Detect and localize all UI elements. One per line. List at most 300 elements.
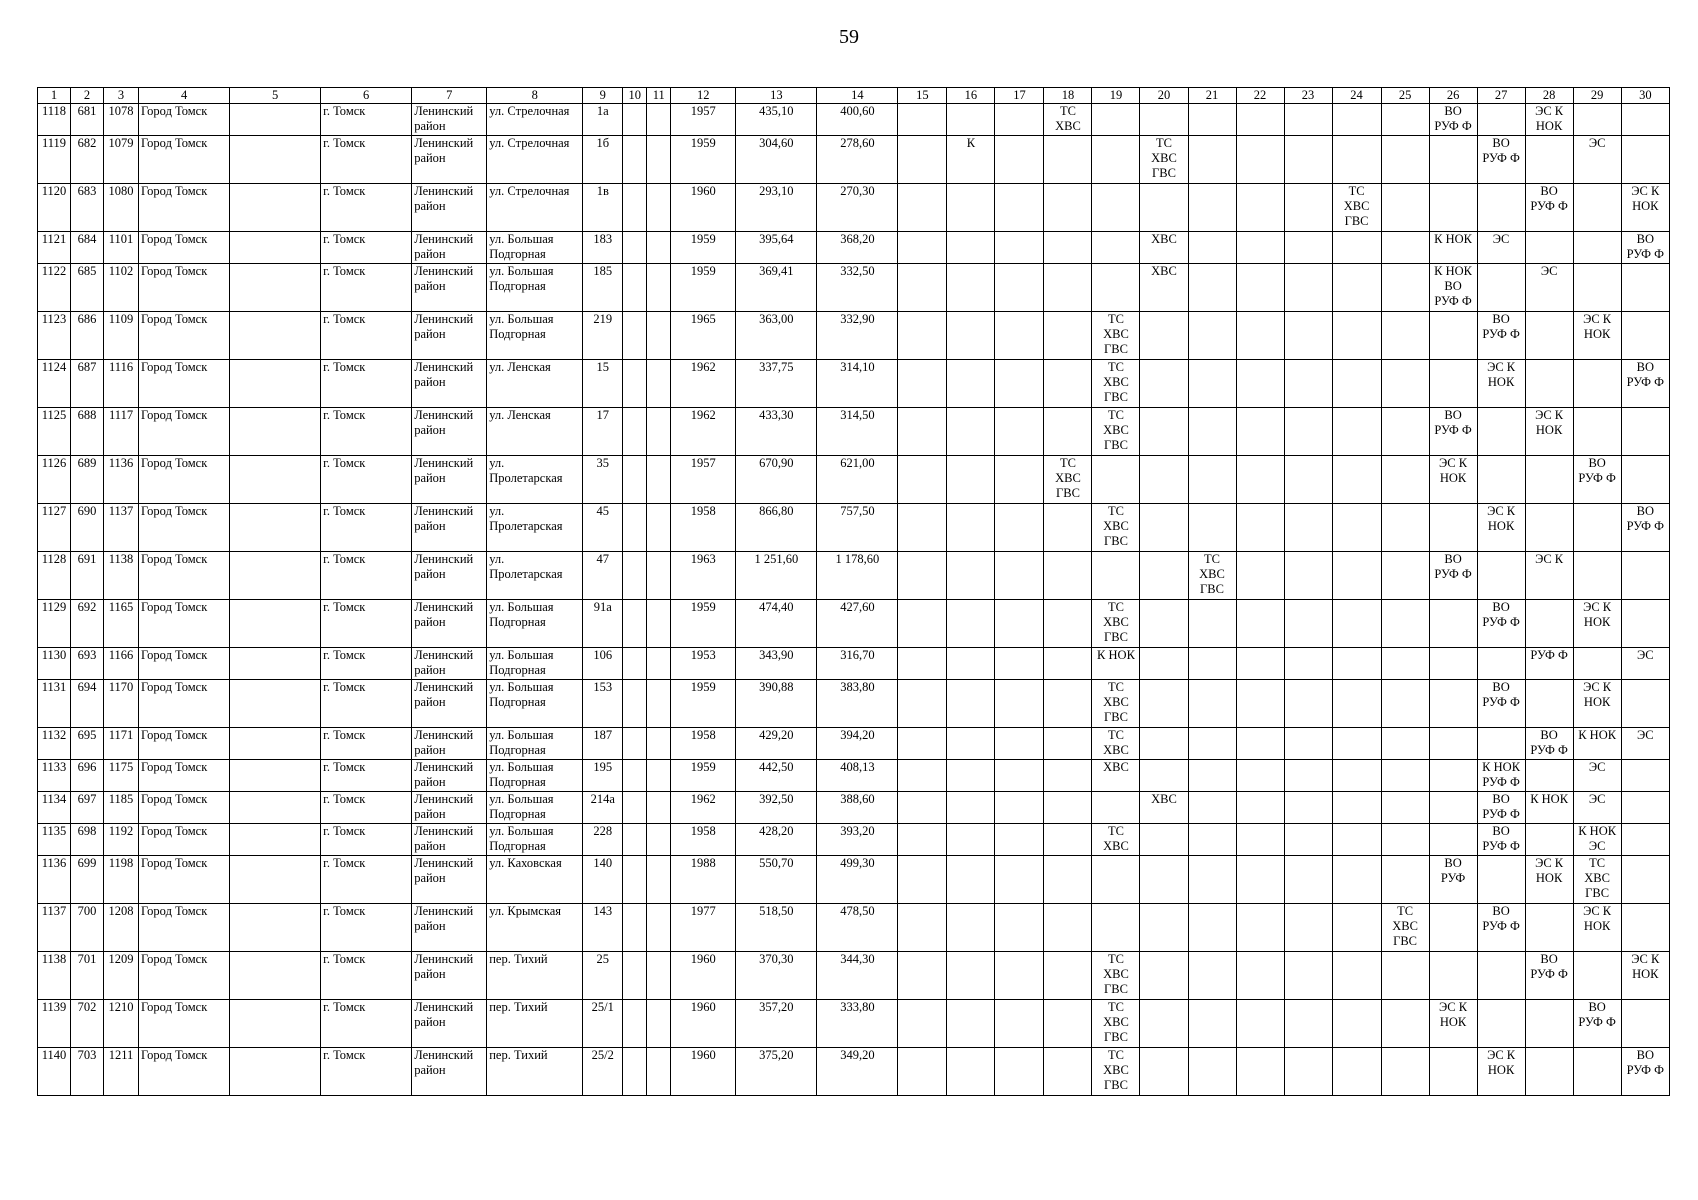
table-cell (1429, 184, 1477, 232)
table-cell: 1080 (104, 184, 139, 232)
table-cell: 1958 (671, 728, 736, 760)
table-cell (1381, 760, 1429, 792)
table-cell: ЭС (1573, 136, 1621, 184)
table-cell (947, 1000, 995, 1048)
table-cell (623, 648, 647, 680)
table-cell (947, 312, 995, 360)
table-cell (1284, 552, 1332, 600)
table-cell: ЭС К НОК (1573, 600, 1621, 648)
table-cell: Ленинский район (412, 1048, 487, 1096)
table-cell (230, 1000, 321, 1048)
table-cell: 106 (583, 648, 623, 680)
table-row (38, 136, 1670, 184)
table-cell: ЭС (1525, 264, 1573, 312)
table-cell: 697 (71, 792, 104, 824)
column-header: 10 (623, 88, 647, 104)
table-cell (1332, 312, 1381, 360)
table-cell: 363,00 (736, 312, 817, 360)
table-cell (1284, 856, 1332, 904)
table-cell: 1138 (38, 952, 71, 1000)
table-cell (623, 456, 647, 504)
table-cell: Ленинский район (412, 504, 487, 552)
table-cell: 1960 (671, 952, 736, 1000)
table-cell: ул. Каховская (487, 856, 583, 904)
table-cell: ТС ХВС ГВС (1381, 904, 1429, 952)
table-cell: 478,50 (817, 904, 898, 952)
table-cell: 394,20 (817, 728, 898, 760)
table-cell: 1131 (38, 680, 71, 728)
table-cell: Ленинский район (412, 904, 487, 952)
table-cell: 688 (71, 408, 104, 456)
table-cell: 47 (583, 552, 623, 600)
table-cell: 1118 (38, 104, 71, 136)
table-cell (1092, 136, 1140, 184)
table-cell: 349,20 (817, 1048, 898, 1096)
table-cell (623, 600, 647, 648)
table-cell (647, 232, 671, 264)
table-cell (647, 184, 671, 232)
table-cell (898, 360, 947, 408)
column-header: 7 (412, 88, 487, 104)
table-cell: 1119 (38, 136, 71, 184)
table-cell (1381, 552, 1429, 600)
table-cell: г. Томск (321, 904, 412, 952)
table-cell (1525, 136, 1573, 184)
column-header: 5 (230, 88, 321, 104)
column-header: 24 (1332, 88, 1381, 104)
table-cell (1044, 408, 1092, 456)
table-cell: ВО РУФ Ф (1429, 552, 1477, 600)
table-cell (1477, 728, 1525, 760)
table-cell (1525, 1000, 1573, 1048)
table-cell (1381, 728, 1429, 760)
table-cell (995, 952, 1044, 1000)
table-cell: Город Томск (139, 232, 230, 264)
table-cell: Город Томск (139, 104, 230, 136)
table-cell: К НОК РУФ Ф (1477, 760, 1525, 792)
table-cell: 1960 (671, 1000, 736, 1048)
table-cell: Ленинский район (412, 184, 487, 232)
table-cell (1381, 456, 1429, 504)
table-cell: 1133 (38, 760, 71, 792)
table-cell: 25/1 (583, 1000, 623, 1048)
table-cell: 392,50 (736, 792, 817, 824)
table-cell (1236, 600, 1284, 648)
column-header: 27 (1477, 88, 1525, 104)
table-cell: ТС ХВС ГВС (1092, 600, 1140, 648)
table-cell (1236, 408, 1284, 456)
table-cell (1621, 824, 1669, 856)
table-cell: К НОК (1525, 792, 1573, 824)
table-cell (647, 504, 671, 552)
table-cell (1236, 952, 1284, 1000)
table-cell: 270,30 (817, 184, 898, 232)
table-cell: ул. Большая Подгорная (487, 648, 583, 680)
table-cell: 692 (71, 600, 104, 648)
table-cell: Город Томск (139, 184, 230, 232)
table-cell: г. Томск (321, 232, 412, 264)
table-cell (623, 680, 647, 728)
table-cell (995, 264, 1044, 312)
table-cell: ЭС К НОК (1429, 456, 1477, 504)
table-cell (1477, 952, 1525, 1000)
table-cell: 685 (71, 264, 104, 312)
table-cell (947, 680, 995, 728)
table-cell: 1102 (104, 264, 139, 312)
table-cell (1332, 680, 1381, 728)
table-cell: 35 (583, 456, 623, 504)
table-cell (995, 456, 1044, 504)
table-cell (647, 360, 671, 408)
table-cell: 684 (71, 232, 104, 264)
table-cell: ул. Большая Подгорная (487, 792, 583, 824)
table-cell (623, 552, 647, 600)
table-cell: ВО РУФ Ф (1525, 728, 1573, 760)
table-cell (1188, 952, 1236, 1000)
table-cell (1284, 312, 1332, 360)
table-cell: Город Томск (139, 904, 230, 952)
table-cell (1525, 232, 1573, 264)
table-cell (1236, 456, 1284, 504)
table-cell (1284, 760, 1332, 792)
table-cell: 1 178,60 (817, 552, 898, 600)
table-cell: 314,10 (817, 360, 898, 408)
table-cell: 1122 (38, 264, 71, 312)
table-cell (1236, 904, 1284, 952)
table-cell: 1124 (38, 360, 71, 408)
table-cell: 1117 (104, 408, 139, 456)
table-cell (623, 952, 647, 1000)
table-cell: 683 (71, 184, 104, 232)
table-cell (1381, 680, 1429, 728)
table-cell: ХВС (1140, 264, 1188, 312)
table-cell (1188, 680, 1236, 728)
column-header: 12 (671, 88, 736, 104)
table-cell: 499,30 (817, 856, 898, 904)
table-cell (1525, 760, 1573, 792)
table-cell (623, 232, 647, 264)
table-cell (1236, 184, 1284, 232)
table-cell (1092, 104, 1140, 136)
table-cell (1621, 264, 1669, 312)
table-cell: ЭС К НОК (1573, 312, 1621, 360)
table-cell (647, 952, 671, 1000)
table-cell: 17 (583, 408, 623, 456)
table-cell (623, 1048, 647, 1096)
table-cell (647, 312, 671, 360)
table-cell: ЭС К НОК (1525, 856, 1573, 904)
table-cell (1188, 312, 1236, 360)
table-cell (647, 136, 671, 184)
table-cell (1284, 952, 1332, 1000)
table-cell (1381, 264, 1429, 312)
table-cell (898, 312, 947, 360)
table-cell: г. Томск (321, 792, 412, 824)
table-cell (1332, 552, 1381, 600)
table-cell (647, 824, 671, 856)
table-cell: 1963 (671, 552, 736, 600)
table-cell: ВО РУФ Ф (1477, 136, 1525, 184)
table-cell (947, 856, 995, 904)
table-cell (1621, 856, 1669, 904)
table-row (38, 504, 1670, 552)
table-cell (1381, 648, 1429, 680)
table-cell: 1129 (38, 600, 71, 648)
table-cell: 1962 (671, 408, 736, 456)
table-cell: 1953 (671, 648, 736, 680)
table-cell: ул. Ленская (487, 408, 583, 456)
table-row (38, 728, 1670, 760)
table-cell (647, 408, 671, 456)
table-cell (1140, 648, 1188, 680)
table-cell (1477, 856, 1525, 904)
table-cell: 1а (583, 104, 623, 136)
table-cell: 1170 (104, 680, 139, 728)
table-cell (1092, 552, 1140, 600)
table-cell: 670,90 (736, 456, 817, 504)
column-header: 16 (947, 88, 995, 104)
table-cell (1429, 728, 1477, 760)
table-cell (1140, 504, 1188, 552)
table-cell: ВО РУФ Ф (1477, 904, 1525, 952)
page-number: 59 (839, 26, 859, 48)
table-cell: 1 251,60 (736, 552, 817, 600)
table-cell (623, 264, 647, 312)
table-cell: ТС ХВС (1092, 824, 1140, 856)
table-cell (1525, 1048, 1573, 1096)
table-cell (1332, 728, 1381, 760)
table-cell: 1127 (38, 504, 71, 552)
table-cell (1332, 1000, 1381, 1048)
table-cell: 368,20 (817, 232, 898, 264)
table-cell: Город Томск (139, 552, 230, 600)
table-cell (1381, 104, 1429, 136)
table-cell (1332, 504, 1381, 552)
table-cell (1573, 104, 1621, 136)
table-cell: ул. Большая Подгорная (487, 680, 583, 728)
table-cell (1381, 360, 1429, 408)
table-cell (1621, 792, 1669, 824)
table-cell: 375,20 (736, 1048, 817, 1096)
column-header: 9 (583, 88, 623, 104)
table-cell (623, 504, 647, 552)
table-cell: 1139 (38, 1000, 71, 1048)
table-cell: г. Томск (321, 1000, 412, 1048)
table-cell: 1210 (104, 1000, 139, 1048)
table-cell: 1960 (671, 1048, 736, 1096)
table-cell (623, 792, 647, 824)
table-cell (1188, 600, 1236, 648)
table-cell: Город Томск (139, 1000, 230, 1048)
table-cell: 332,90 (817, 312, 898, 360)
table-cell (647, 264, 671, 312)
table-cell: ТС ХВС ГВС (1092, 952, 1140, 1000)
table-cell (1236, 1000, 1284, 1048)
table-cell (947, 648, 995, 680)
table-cell (1284, 264, 1332, 312)
table-cell (623, 728, 647, 760)
table-cell: 219 (583, 312, 623, 360)
table-cell: 1962 (671, 792, 736, 824)
table-cell: 314,50 (817, 408, 898, 456)
table-cell (1429, 136, 1477, 184)
table-cell (623, 312, 647, 360)
table-cell: ул. Стрелочная (487, 136, 583, 184)
table-cell (1621, 104, 1669, 136)
table-cell (623, 856, 647, 904)
table-cell (623, 824, 647, 856)
table-cell: г. Томск (321, 856, 412, 904)
table-cell: 428,20 (736, 824, 817, 856)
table-cell: 337,75 (736, 360, 817, 408)
table-cell (1621, 680, 1669, 728)
table-cell: Ленинский район (412, 824, 487, 856)
column-header: 2 (71, 88, 104, 104)
table-cell: 1209 (104, 952, 139, 1000)
table-cell: ул. Крымская (487, 904, 583, 952)
table-cell: ВО РУФ Ф (1429, 104, 1477, 136)
table-cell: 691 (71, 552, 104, 600)
table-cell (1429, 1048, 1477, 1096)
table-cell (647, 904, 671, 952)
table-cell (947, 552, 995, 600)
table-cell: Город Томск (139, 728, 230, 760)
table-cell (1044, 264, 1092, 312)
column-header: 30 (1621, 88, 1669, 104)
column-header: 8 (487, 88, 583, 104)
table-cell (1573, 408, 1621, 456)
table-cell (1332, 856, 1381, 904)
table-cell (1236, 552, 1284, 600)
table-cell: Город Томск (139, 312, 230, 360)
table-cell: 278,60 (817, 136, 898, 184)
table-cell (898, 232, 947, 264)
table-cell (1236, 680, 1284, 728)
table-cell (995, 184, 1044, 232)
table-cell: ЭС (1621, 648, 1669, 680)
table-cell: пер. Тихий (487, 952, 583, 1000)
table-cell (1188, 360, 1236, 408)
table-cell (898, 264, 947, 312)
table-cell (1092, 456, 1140, 504)
table-cell: г. Томск (321, 824, 412, 856)
table-cell: Ленинский район (412, 600, 487, 648)
table-cell (947, 504, 995, 552)
table-cell: 1128 (38, 552, 71, 600)
table-cell (1429, 824, 1477, 856)
table-cell: Ленинский район (412, 1000, 487, 1048)
table-cell: 518,50 (736, 904, 817, 952)
column-header: 22 (1236, 88, 1284, 104)
table-cell (1188, 1048, 1236, 1096)
table-cell (1381, 408, 1429, 456)
table-cell (230, 504, 321, 552)
table-cell (1621, 552, 1669, 600)
table-cell (1525, 456, 1573, 504)
table-cell (1429, 952, 1477, 1000)
table-cell (995, 760, 1044, 792)
table-cell: ТС ХВС ГВС (1573, 856, 1621, 904)
table-cell (647, 648, 671, 680)
table-cell: ХВС (1092, 760, 1140, 792)
table-cell: 1957 (671, 456, 736, 504)
table-cell (1573, 504, 1621, 552)
table-cell (1477, 456, 1525, 504)
table-cell (1284, 232, 1332, 264)
table-cell: ВО РУФ Ф (1621, 360, 1669, 408)
table-cell (647, 1000, 671, 1048)
column-header: 29 (1573, 88, 1621, 104)
table-cell: Ленинский район (412, 360, 487, 408)
table-cell (1236, 1048, 1284, 1096)
table-cell (1284, 680, 1332, 728)
table-cell: 185 (583, 264, 623, 312)
table-cell: ВО РУФ Ф (1621, 1048, 1669, 1096)
table-cell: ХВС (1140, 232, 1188, 264)
table-cell: 1126 (38, 456, 71, 504)
table-cell (1140, 552, 1188, 600)
table-cell: 687 (71, 360, 104, 408)
table-cell (1140, 824, 1188, 856)
table-cell (1332, 1048, 1381, 1096)
table-cell (1188, 904, 1236, 952)
table-cell: пер. Тихий (487, 1048, 583, 1096)
table-cell (1236, 232, 1284, 264)
table-cell (1477, 264, 1525, 312)
table-cell: Город Томск (139, 1048, 230, 1096)
table-cell: К НОК (1092, 648, 1140, 680)
table-cell (1332, 824, 1381, 856)
table-cell (898, 104, 947, 136)
table-cell: ВО РУФ Ф (1477, 312, 1525, 360)
table-cell (898, 856, 947, 904)
table-cell (1092, 232, 1140, 264)
table-cell (1573, 648, 1621, 680)
table-row (38, 824, 1670, 856)
table-row (38, 408, 1670, 456)
table-cell: г. Томск (321, 504, 412, 552)
table-cell (1332, 264, 1381, 312)
table-cell (1140, 904, 1188, 952)
table-cell (995, 504, 1044, 552)
table-row (38, 232, 1670, 264)
table-cell: ТС ХВС ГВС (1044, 456, 1092, 504)
table-cell: Город Томск (139, 856, 230, 904)
table-cell (1284, 360, 1332, 408)
table-cell (898, 136, 947, 184)
table-cell (1284, 792, 1332, 824)
table-cell (995, 408, 1044, 456)
table-cell (1381, 136, 1429, 184)
table-cell: 228 (583, 824, 623, 856)
column-header: 13 (736, 88, 817, 104)
table-cell (623, 760, 647, 792)
table-cell (1044, 600, 1092, 648)
table-cell (1525, 600, 1573, 648)
table-cell: г. Томск (321, 360, 412, 408)
column-header: 1 (38, 88, 71, 104)
table-cell (623, 408, 647, 456)
table-cell (1044, 856, 1092, 904)
table-cell: г. Томск (321, 312, 412, 360)
table-cell: Ленинский район (412, 312, 487, 360)
table-cell: 1101 (104, 232, 139, 264)
table-cell: 550,70 (736, 856, 817, 904)
table-cell: Город Томск (139, 136, 230, 184)
table-cell: Ленинский район (412, 648, 487, 680)
table-cell (647, 680, 671, 728)
table-cell: Ленинский район (412, 104, 487, 136)
